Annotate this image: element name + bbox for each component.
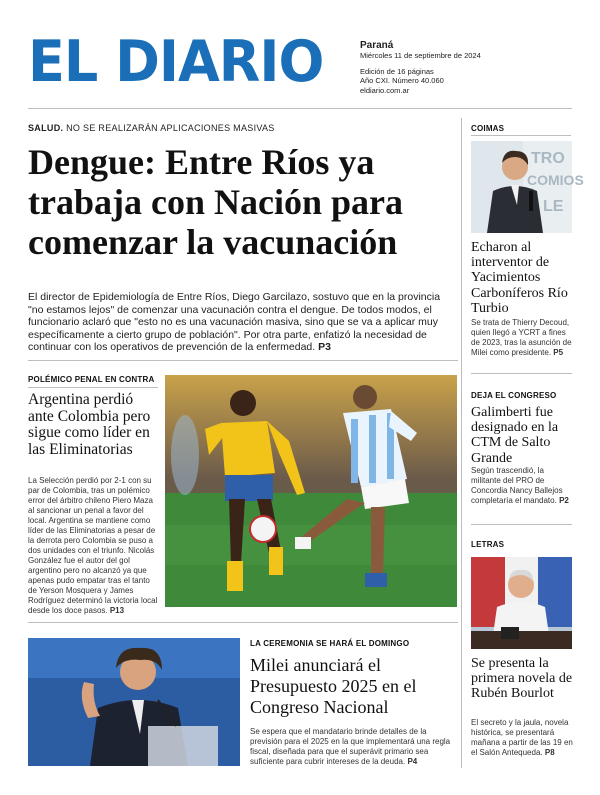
main-page-ref[interactable]: P3 — [318, 341, 331, 353]
letras-body — [471, 718, 573, 758]
letras-headline[interactable]: Se presenta la primera novela de Rubén Bourlot — [471, 656, 573, 702]
football-photo — [165, 375, 457, 607]
budget-section-label: LA CEREMONIA SE HARÁ EL DOMINGO — [250, 639, 410, 648]
congreso-page-ref[interactable]: P2 — [559, 496, 569, 505]
masthead-city: Paraná — [360, 40, 394, 51]
decoud-photo-sign-2: COMIOS — [527, 172, 584, 188]
letras-body-text: El secreto y la jaula, novela histórica, se presentará mañana a partir de las 19 en el Salón Antequeda. — [471, 718, 573, 757]
bourlot-photo-illustration — [471, 557, 572, 649]
main-headline[interactable]: Dengue: Entre Ríos ya trabaja con Nación para comenzar la vacunación — [28, 142, 403, 262]
coimas-page-ref[interactable]: P5 — [553, 348, 564, 357]
sport-headline[interactable]: Argentina perdió ante Colombia pero sigue como líder en las Eliminatorias — [28, 391, 151, 458]
budget-body-text: Se espera que el mandatario brinde detalles de la previsión para el 2025 en la que implementará una regla fiscal, diseñada para que el superávit primario sea suficiente para cubrir intereses de la deuda. — [250, 727, 451, 766]
milei-photo-illustration — [28, 638, 240, 766]
decoud-photo-sign-1: TRO — [531, 150, 565, 167]
congreso-divider — [471, 524, 572, 525]
main-lead — [28, 291, 458, 354]
congreso-headline[interactable]: Galimberti fue designado en la CTM de Salto Grande — [471, 405, 559, 466]
column-divider — [461, 118, 462, 768]
budget-headline[interactable]: Milei anunciará el Presupuesto 2025 en el Congreso Nacional — [250, 655, 417, 717]
coimas-section-rule — [471, 135, 571, 136]
sport-section-label: POLÉMICO PENAL EN CONTRA — [28, 375, 155, 384]
coimas-headline[interactable]: Echaron al interventor de Yacimientos Carboníferos Río Turbio — [471, 240, 568, 316]
masthead-info — [360, 40, 481, 95]
main-kicker — [28, 123, 458, 133]
coimas-body — [471, 318, 573, 358]
sport-divider — [28, 622, 458, 623]
masthead-edition: Edición de 16 páginas — [360, 66, 434, 76]
bourlot-photo — [471, 557, 572, 649]
sport-body — [28, 476, 160, 616]
milei-photo — [28, 638, 240, 766]
budget-page-ref[interactable]: P4 — [407, 757, 418, 766]
masthead-site: eldiario.com.ar — [360, 85, 410, 95]
masthead-issue: Año CXI. Número 40.060 — [360, 76, 444, 85]
decoud-photo — [471, 141, 584, 233]
coimas-divider — [471, 373, 572, 374]
coimas-body-text: Se trata de Thierry Decoud, quien llegó a YCRT a fines de 2023, tras la asunción de Milei como presidente. — [471, 318, 572, 357]
congreso-body-text: Según trascendió, la militante del PRO de Concordia Nancy Ballejos completaría el mandato. — [471, 466, 563, 505]
sport-section-rule — [28, 387, 158, 388]
coimas-section-label: COIMAS — [471, 124, 505, 133]
letras-page-ref[interactable]: P8 — [544, 748, 555, 757]
decoud-photo-sign-3: LE — [543, 198, 564, 215]
main-divider — [28, 360, 458, 361]
decoud-photo-illustration — [471, 141, 584, 233]
masthead-title: EL DIARIO — [28, 28, 324, 95]
main-kicker-text: NO SE REALIZARÁN APLICACIONES MASIVAS — [66, 123, 275, 133]
masthead-date: Miércoles 11 de septiembre de 2024 — [360, 51, 481, 60]
masthead-divider — [28, 108, 572, 109]
main-kicker-section: SALUD. — [28, 123, 64, 133]
sport-body-text: La Selección perdió por 2-1 con su par de Colombia, tras un polémico error del árbitro chileno Piero Maza al sancionar un penal a favor del local. Argentina se mantiene como líder de las Eliminatorias a pesar de la derrota pero Colombia se puso a dos unidades con el triunfo. Nicolás González fue el autor del gol argentino pero no alcanzó ya que apenas pudo empatar tras el tanto de Yerson Mosquera y James Rodríguez determinó la victoria local desde los doce pasos. — [28, 476, 158, 615]
football-photo-illustration — [165, 375, 457, 607]
sport-page-ref[interactable]: P13 — [109, 606, 125, 615]
budget-body — [250, 727, 458, 767]
congreso-body — [471, 466, 573, 506]
main-lead-text: El director de Epidemiología de Entre Ríos, Diego Garcilazo, sostuvo que en la provincia "no estamos lejos" de comenzar una vacunación contra el dengue. De todos modos, el funcionario aclaró que "esto no es una vacunación masiva, sino que se va a aplicar muy específicamente a cierto grupo de población". Por otra parte, enfatizó la necesidad de continuar con los operativos de prevención de la enfermedad. — [28, 291, 441, 353]
letras-section-label: LETRAS — [471, 540, 505, 549]
congreso-section-label: DEJA EL CONGRESO — [471, 391, 557, 400]
